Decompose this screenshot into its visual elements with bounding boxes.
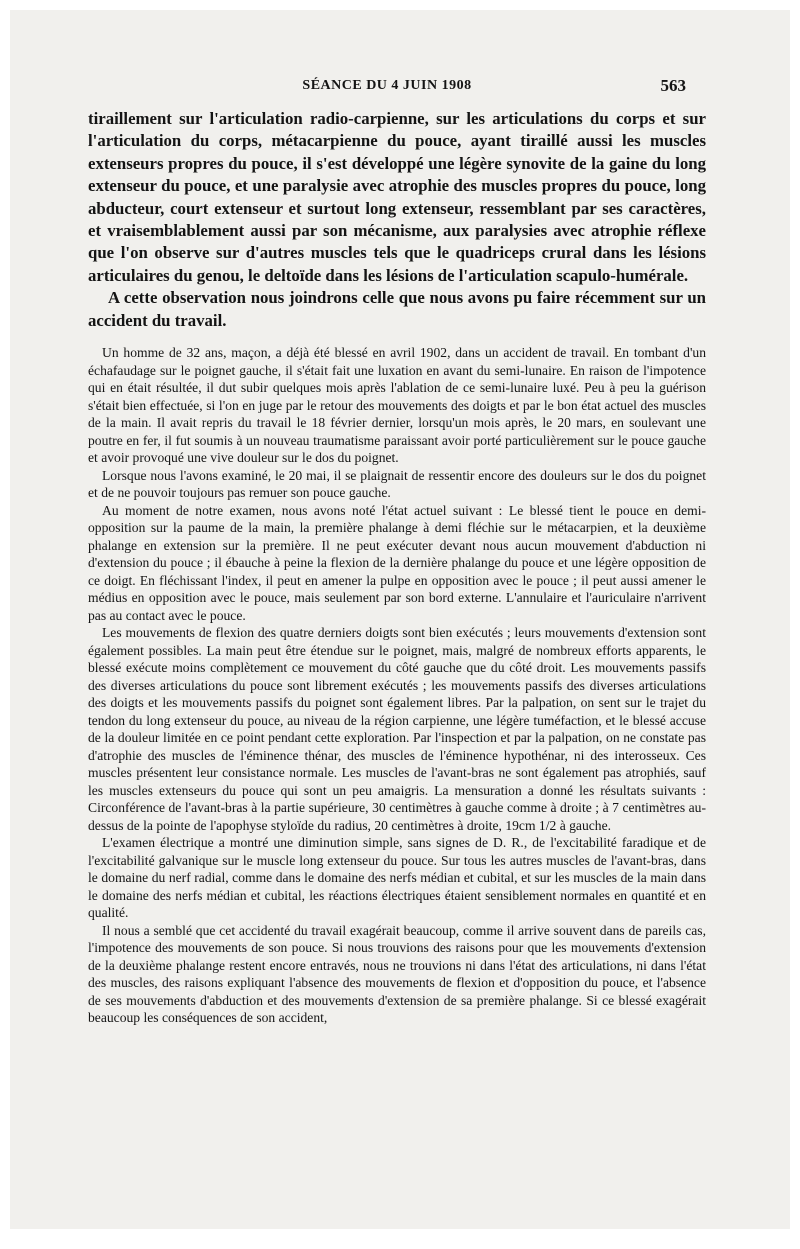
page-body [88, 108, 706, 1027]
case-report [88, 344, 706, 1027]
page-number: 563 [660, 76, 686, 95]
case-paragraph: Au moment de notre examen, nous avons noté l'état actuel suivant : Le blessé tient le pouce en demi-opposition sur la paume de la main, la première phalange à demi fléchie sur le métacarpien, et la deuxième phalange en extension sur la première. Il ne peut exécuter devant nous aucun mouvement d'abduction ni d'extension du pouce ; il ébauche à peine la flexion de la dernière phalange du pouce et une légère opposition de ce doigt. En fléchissant l'index, il peut en amener la pulpe en opposition avec le pouce ; il peut aussi amener le médius en opposition avec le pouce, mais seulement par son bord externe. L'annulaire et l'auriculaire n'arrivent pas au contact avec le pouce. [88, 502, 706, 623]
paragraph: tiraillement sur l'articulation radio-carpienne, sur les articulations du corps et sur l'articulation du corps, métacarpienne du pouce, ayant tiraillé aussi les muscles extenseurs propres du pouce, il s'est développé une légère synovite de la gaine du long extenseur du pouce, et une paralysie avec atrophie des muscles propres du pouce, long abducteur, court extenseur et surtout long extenseur, ressemblant par ses caractères, et vraisemblablement aussi par son mécanisme, aux paralysies avec atrophie réflexe que l'on observe sur d'autres muscles tels que le quadriceps crural dans les lésions articulaires du genou, le deltoïde dans les lésions de l'articulation scapulo-humérale. [88, 109, 706, 285]
case-paragraph: Un homme de 32 ans, maçon, a déjà été blessé en avril 1902, dans un accident de travail. En tombant d'un échafaudage sur le poignet gauche, il s'était fait une luxation en avant du semi-lunaire. En raison de l'impotence qui en était résultée, il dut subir quelques mois après l'ablation de ce semi-lunaire luxé. Peu à peu la guérison s'était bien effectuée, si l'on en juge par le retour des mouvements des doigts et par le bon état actuel des muscles de la main. Il avait repris du travail le 18 février dernier, lorsqu'un mois après, le 20 mars, en soulevant une poutre en fer, il fut soumis à un nouveau traumatisme paraissant avoir porté particulièrement sur le pouce gauche et avoir provoqué une vive douleur sur le dos du poignet. [88, 345, 706, 466]
case-paragraph: Lorsque nous l'avons examiné, le 20 mai, il se plaignait de ressentir encore des douleurs sur le dos du poignet et de ne pouvoir toujours pas remuer son pouce gauche. [88, 467, 706, 501]
running-head: SÉANCE DU 4 JUIN 1908 [302, 78, 472, 93]
case-paragraph: L'examen électrique a montré une diminution simple, sans signes de D. R., de l'excitabilité faradique et de l'excitabilité galvanique sur le muscle long extenseur du pouce. Sur tous les autres muscles de l'avant-bras, dans le domaine du nerf radial, comme dans le domaine des nerfs médian et cubital, et sur les muscles de la main dans le domaine des nerfs médian et cubital, les réactions électriques étaient sensiblement normales en quantité et en qualité. [88, 835, 706, 921]
case-paragraph: Les mouvements de flexion des quatre derniers doigts sont bien exécutés ; leurs mouvements d'extension sont également possibles. La main peut être étendue sur le poignet, mais, malgré de nombreux efforts apparents, le blessé exécute moins complètement ce mouvement du côté gauche que du côté droit. Les mouvements passifs des diverses articulations du pouce sont librement exécutés ; les mouvements passifs des diverses articulations des doigts et les mouvements passifs du poignet sont également libres. Par la palpation, on sent sur le trajet du tendon du long extenseur du pouce, au niveau de la région carpienne, une légère tuméfaction, et le blessé accuse de la douleur limitée en ce point pendant cette exploration. Par l'inspection et par la palpation, on ne constate pas d'atrophie des muscles de l'éminence thénar, des muscles de l'éminence hypothénar, ni des interosseux. Ces muscles présentent leur consistance normale. Les muscles de l'avant-bras ne sont également pas atrophiés, sauf les muscles extenseurs du pouce qui sont un peu amaigris. La mensuration a donné les résultats suivants : Circonférence de l'avant-bras à la partie supérieure, 30 centimètres à gauche comme à droite ; à 7 centimètres au-dessus de la pointe de l'apophyse styloïde du radius, 20 centimètres à droite, 19cm 1/2 à gauche. [88, 625, 706, 833]
book-page [10, 10, 790, 1229]
case-paragraph: Il nous a semblé que cet accidenté du travail exagérait beaucoup, comme il arrive souvent dans de pareils cas, l'impotence des mouvements de son pouce. Si nous trouvions des raisons pour que les mouvements d'extension de la deuxième phalange restent encore entravés, nous ne trouvions ni dans l'état des articulations, ni dans l'état des muscles, des raisons expliquant l'absence des mouvements de flexion et d'opposition du pouce, et l'absence de ses mouvements d'abduction et des mouvements d'extension de sa première phalange. Si ce blessé exagérait beaucoup les conséquences de son accident, [88, 922, 706, 1026]
main-text [88, 108, 706, 332]
paragraph: A cette observation nous joindrons celle que nous avons pu faire récemment sur un accident du travail. [88, 288, 706, 330]
page-header [88, 76, 686, 102]
